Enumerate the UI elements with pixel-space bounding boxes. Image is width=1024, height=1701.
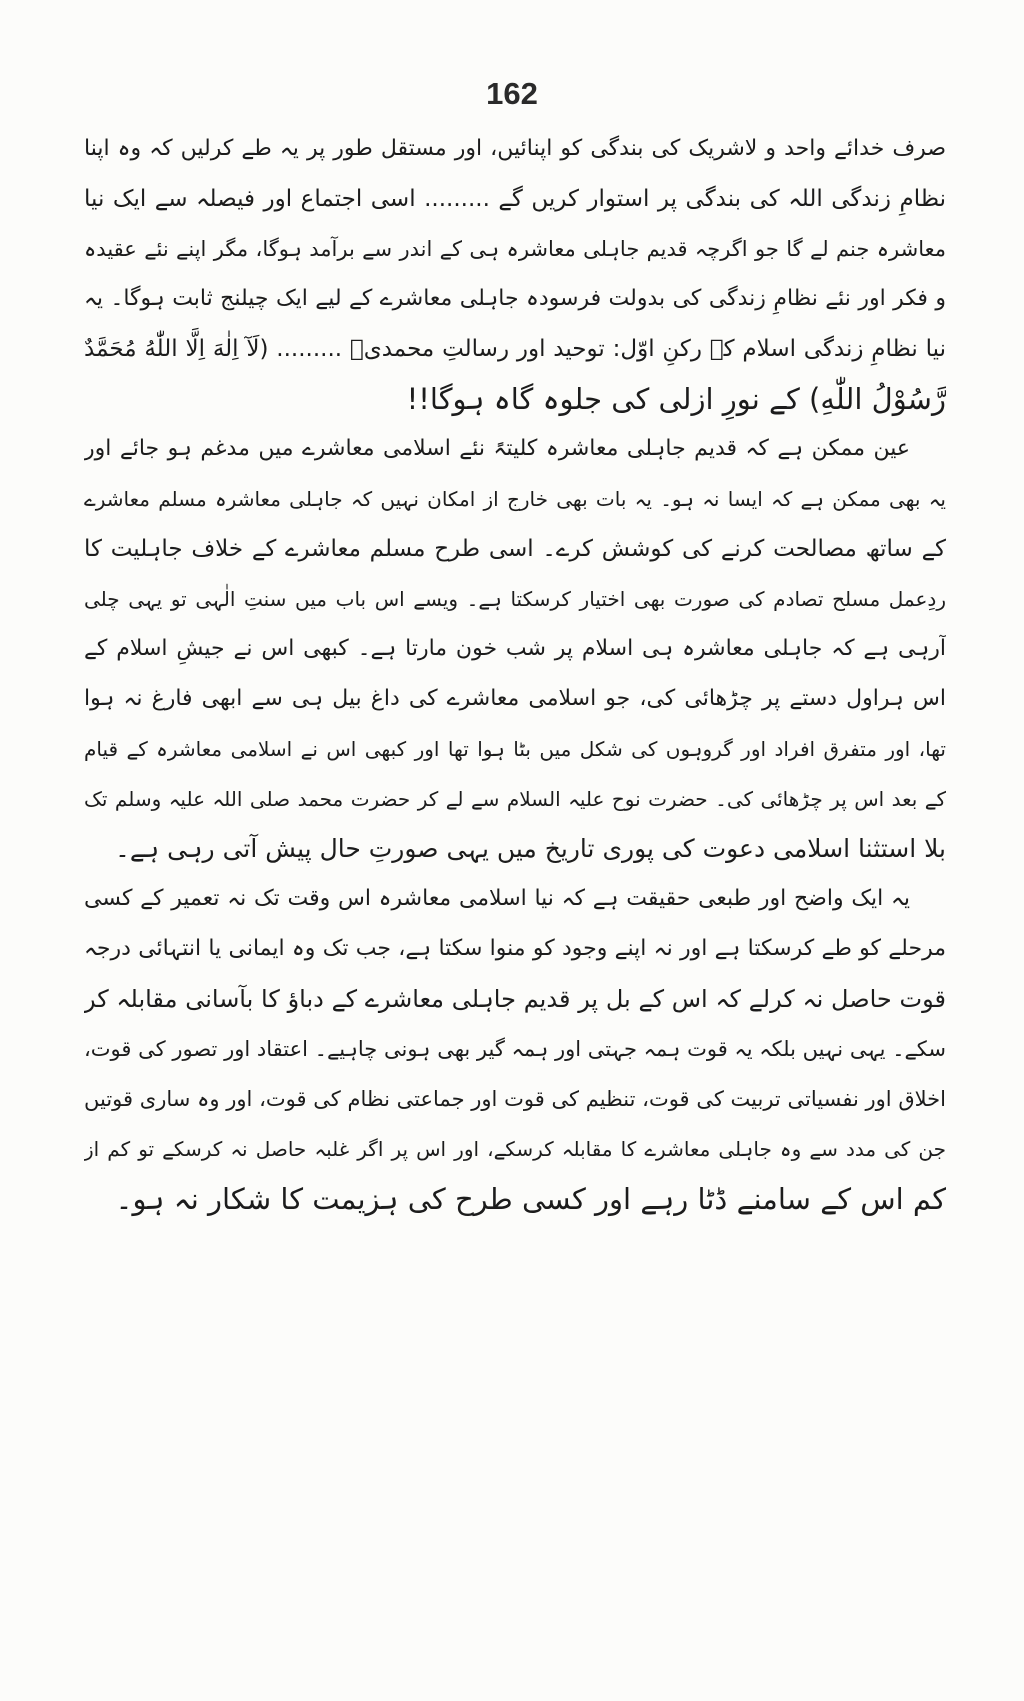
text-line: مرحلے کو طے کرسکتا ہے اور نہ اپنے وجود کو منوا سکتا ہے، جب تک وہ ایمانی یا انتہائی درجہ [84,936,946,961]
page-number: 162 [486,76,538,111]
text-line: معاشرہ جنم لے گا جو اگرچہ قدیم جاہلی معاشرہ ہی کے اندر سے برآمد ہوگا، مگر اپنے نئے عقیدہ [84,237,946,261]
text-line: اس ہراول دستے پر چڑھائی کی، جو اسلامی معاشرے کی داغ بیل ہی سے ابھی فارغ نہ ہوا [84,686,946,711]
text-line: نظامِ زندگی اللہ کی بندگی پر استوار کریں گے ......... اسی اجتماع اور فیصلہ سے ایک نیا [84,186,946,212]
text-line: عین ممکن ہے کہ قدیم جاہلی معاشرہ کلیتہً نئے اسلامی معاشرے میں مدغم ہو جائے اور [84,436,910,461]
text-line: صرف خدائے واحد و لاشریک کی بندگی کو اپنائیں، اور مستقل طور پر یہ طے کرلیں کہ وہ اپنا [84,136,946,161]
text-line: ردِعمل مسلح تصادم کی صورت بھی اختیار کرسکتا ہے۔ ویسے اس باب میں سنتِ الٰہی تو یہی چلی [84,587,946,611]
text-line: بلا استثنا اسلامی دعوت کی پوری تاریخ میں یہی صورتِ حال پیش آتی رہی ہے۔ [115,834,946,863]
text-line: کم اس کے سامنے ڈٹا رہے اور کسی طرح کی ہزیمت کا شکار نہ ہو۔ [115,1182,946,1216]
text-line: نیا نظامِ زندگی اسلام کے رکنِ اوّل: توحید اور رسالتِ محمدیؐ ......... (لَآ اِلٰهَ اِلَّا اللّٰهُ مُحَمَّدٌ [84,336,946,362]
text-line: قوت حاصل نہ کرلے کہ اس کے بل پر قدیم جاہلی معاشرے کے دباؤ کا بآسانی مقابلہ کر [84,985,946,1013]
paragraph-1 [84,124,946,424]
text-line: یہ ایک واضح اور طبعی حقیقت ہے کہ نیا اسلامی معاشرہ اس وقت تک نہ تعمیر کے کسی [84,886,910,911]
paragraph-2 [84,424,946,874]
text-line: اخلاق اور نفسیاتی تربیت کی قوت، تنظیم کی قوت اور جماعتی نظام کی قوت، اور وہ ساری قوتیں [84,1087,946,1111]
page-body [84,124,946,1224]
text-line: کے بعد اس پر چڑھائی کی۔ حضرت نوح علیہ السلام سے لے کر حضرت محمد صلی اللہ علیہ وسلم تک [84,787,946,811]
paragraph-3 [84,874,946,1224]
text-line: تھا، اور متفرق افراد اور گروہوں کی شکل میں بٹا ہوا تھا اور کبھی اس نے اسلامی معاشرہ کے قیام [84,737,946,761]
text-line: و فکر اور نئے نظامِ زندگی کی بدولت فرسودہ جاہلی معاشرے کے لیے ایک چیلنج ثابت ہوگا۔ یہ [84,286,946,311]
text-line: کے ساتھ مصالحت کرنے کی کوشش کرے۔ اسی طرح مسلم معاشرے کے خلاف جاہلیت کا [84,536,946,562]
text-line: سکے۔ یہی نہیں بلکہ یہ قوت ہمہ جہتی اور ہمہ گیر بھی ہونی چاہیے۔ اعتقاد اور تصور کی قوت، [84,1037,946,1061]
text-line: جن کی مدد سے وہ جاہلی معاشرے کا مقابلہ کرسکے، اور اس پر اگر غلبہ حاصل نہ کرسکے تو کم از [84,1137,946,1161]
text-line: رَّسُوْلُ اللّٰهِ) کے نورِ ازلی کی جلوہ گاہ ہوگا!! [406,382,946,416]
text-line: آرہی ہے کہ جاہلی معاشرہ ہی اسلام پر شب خون مارتا ہے۔ کبھی اس نے جیشِ اسلام کے [84,636,946,661]
text-line: یہ بھی ممکن ہے کہ ایسا نہ ہو۔ یہ بات بھی خارج از امکان نہیں کہ جاہلی معاشرہ مسلم معاشرے [84,487,946,511]
